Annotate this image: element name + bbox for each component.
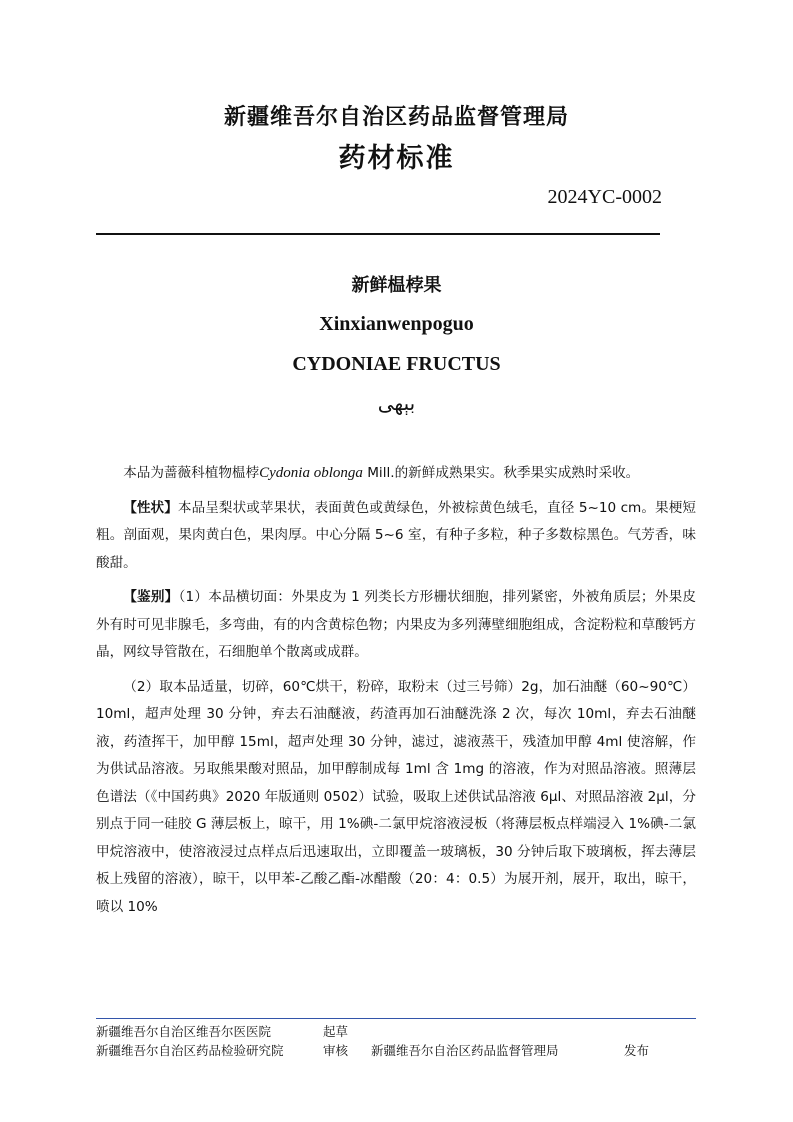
footer-rule: [96, 1018, 696, 1019]
drafter-role: 起草: [323, 1024, 349, 1039]
identification-text-1: （1）本品横切面：外果皮为 1 列类长方形栅状细胞，排列紧密，外被角质层；外果皮外有时可见非腺毛，多弯曲，有的内含黄棕色物；内果皮为多列薄壁细胞组成，含淀粉粒和草酸钙方晶，网纹导管散在，石细胞单个散离或成群。: [96, 589, 697, 660]
footer-drafter-line: [96, 1022, 696, 1040]
species-name: Cydonia oblonga: [259, 465, 363, 481]
herb-name-pinyin: Xinxianwenpoguo: [319, 313, 474, 335]
intro-paragraph: [96, 460, 696, 488]
herb-name-chinese: 新鲜榅桲果: [351, 275, 442, 296]
document-number: 2024YC-0002: [547, 186, 662, 208]
issuing-authority: 新疆维吾尔自治区药品监督管理局: [223, 105, 569, 130]
intro-text-1: 本品为蔷薇科植物榅桲: [123, 465, 260, 481]
monograph-body: [96, 460, 696, 928]
herb-name-latin: CYDONIAE FRUCTUS: [292, 353, 501, 375]
herb-name-uyghur: بېھى: [377, 391, 416, 415]
intro-text-2: Mill.的新鲜成熟果实。秋季果实成熟时采收。: [362, 465, 640, 481]
reviewer-org: 新疆维吾尔自治区药品检验研究院: [96, 1043, 284, 1058]
document-type: 药材标准: [338, 143, 455, 174]
description-label: 【性状】: [123, 499, 178, 516]
description-text: 本品呈梨状或苹果状，表面黄色或黄绿色，外被棕黄色绒毛，直径 5~10 cm。果梗短粗。剖面观，果肉黄白色，果肉厚。中心分隔 5~6 室，有种子多粒，种子多数棕黑色。气芳香，味酸甜。: [96, 499, 696, 571]
identification-label: 【鉴别】: [123, 589, 179, 605]
publisher-org: 新疆维吾尔自治区药品监督管理局: [371, 1043, 559, 1058]
identification-paragraph-1: [96, 584, 696, 667]
reviewer-role: 审核: [323, 1043, 349, 1058]
footer-reviewer-line: [96, 1041, 696, 1059]
identification-text-2: （2）取本品适量，切碎，60℃烘干，粉碎，取粉末（过三号筛）2g，加石油醚（60~90℃）10ml，超声处理 30 分钟，弃去石油醚液，药渣再加石油醚洗涤 2 次，每次 10ml，弃去石油醚液，药渣挥干，加甲醇 15ml，超声处理 30 分钟，滤过，滤液蒸干，残渣加甲醇 4ml 使溶解，作为供试品溶液。另取熊果酸对照品，加甲醇制成每 1ml 含 1mg 的溶液，作为对照品溶液。照薄层色谱法（《中国药典》2020 年版通则 0502）试验，吸取上述供试品溶液 6μl、对照品溶液 2μl，分别点于同一硅胶 G 薄层板上，晾干，用 1%碘-二氯甲烷溶液浸板（将薄层板点样端浸入 1%碘-二氯甲烷溶液中，使溶液浸过点样点后迅速取出，立即覆盖一玻璃板，30 分钟后取下玻璃板，挥去薄层板上残留的溶液），晾干，以甲苯-乙酸乙酯-冰醋酸（20：4：0.5）为展开剂，展开，取出，晾干，喷以 10%: [96, 678, 696, 915]
header-rule: [96, 233, 660, 235]
identification-paragraph-2: [96, 674, 696, 922]
description-paragraph: [96, 495, 696, 578]
publisher-role: 发布: [624, 1043, 650, 1058]
drafter-org: 新疆维吾尔自治区维吾尔医医院: [96, 1024, 272, 1039]
